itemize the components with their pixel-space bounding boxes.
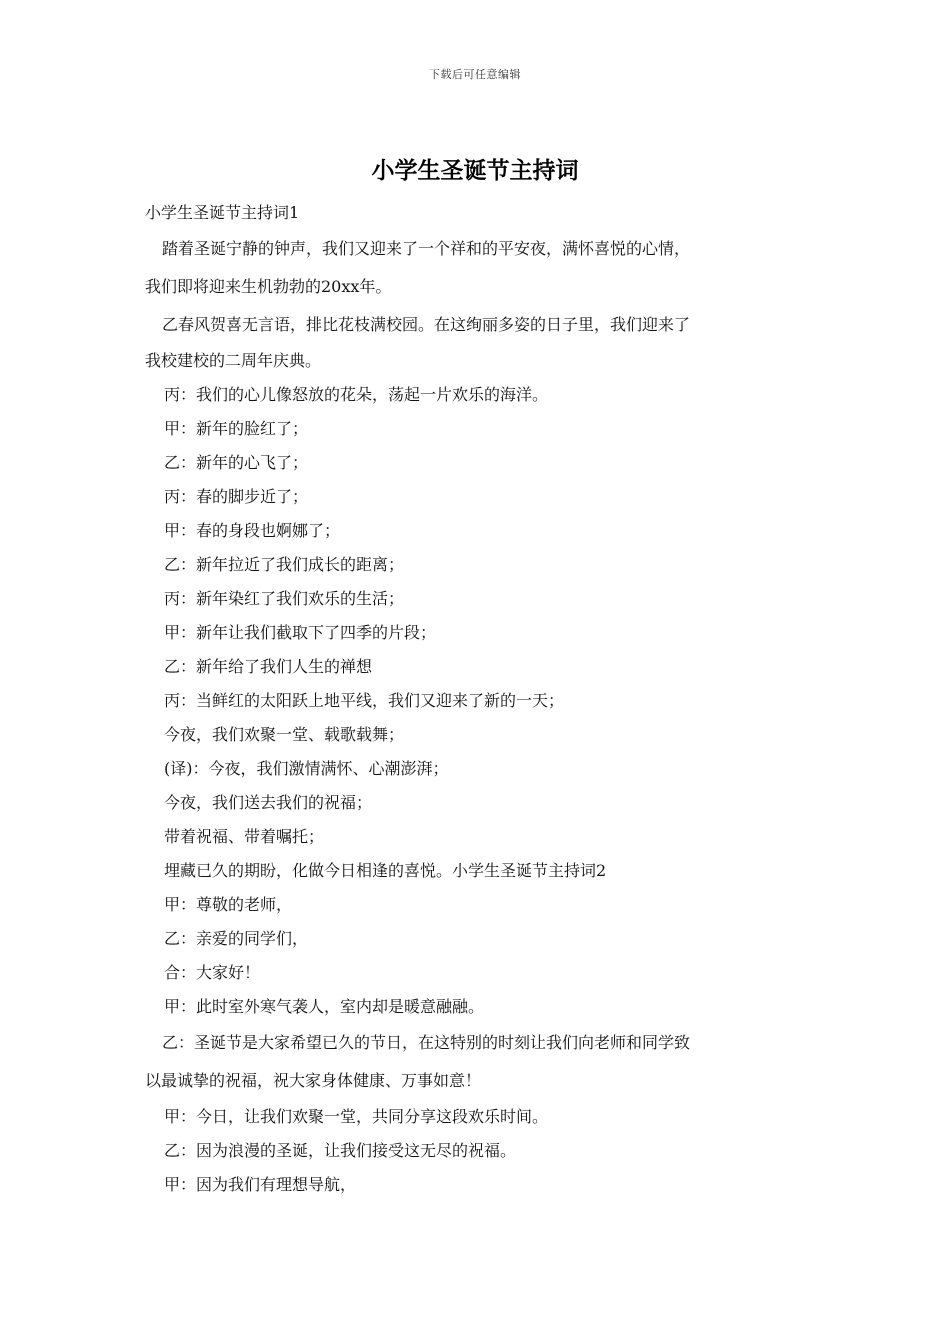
body-line: 丙：春的脚步近了；	[164, 487, 309, 506]
body-line: 带着祝福、带着嘱托；	[164, 827, 325, 846]
body-line: 乙：新年拉近了我们成长的距离；	[164, 555, 405, 574]
body-line: 甲：春的身段也婀娜了；	[164, 521, 341, 540]
body-line: 甲：尊敬的老师，	[164, 895, 293, 914]
body-line: 甲：新年的脸红了；	[164, 419, 309, 438]
body-line: 甲：此时室外寒气袭人，室内却是暖意融融。	[164, 997, 485, 1016]
body-line: 甲：因为我们有理想导航，	[164, 1175, 357, 1194]
body-line: 丙：我们的心儿像怒放的花朵，荡起一片欢乐的海洋。	[164, 385, 549, 404]
body-line: (译)：今夜，我们激情满怀、心潮澎湃；	[164, 759, 449, 778]
body-line: 小学生圣诞节主持词1	[145, 203, 300, 222]
body-line: 甲：今日，让我们欢聚一堂，共同分享这段欢乐时间。	[164, 1107, 549, 1126]
body-line: 合：大家好！	[164, 963, 261, 982]
document-title: 小学生圣诞节主持词	[371, 157, 579, 184]
body-line: 埋藏已久的期盼，化做今日相逢的喜悦。小学生圣诞节主持词2	[164, 861, 607, 880]
body-line: 丙：新年染红了我们欢乐的生活；	[164, 589, 405, 608]
body-line: 我校建校的二周年庆典。	[145, 351, 322, 370]
body-line: 乙春风贺喜无言语，排比花枝满校园。在这绚丽多姿的日子里，我们迎来了	[162, 315, 691, 334]
body-line: 乙：亲爱的同学们，	[164, 929, 309, 948]
body-line: 我们即将迎来生机勃勃的20xx年。	[145, 277, 392, 296]
body-line: 甲：新年让我们截取下了四季的片段；	[164, 623, 437, 642]
body-line: 踏着圣诞宁静的钟声，我们又迎来了一个祥和的平安夜，满怀喜悦的心情，	[162, 239, 691, 258]
body-line: 乙：新年给了我们人生的禅想	[164, 657, 373, 676]
body-line: 今夜，我们欢聚一堂、载歌载舞；	[164, 725, 405, 744]
body-line: 乙：因为浪漫的圣诞，让我们接受这无尽的祝福。	[164, 1141, 517, 1160]
document-body	[145, 196, 810, 1202]
header-note: 下载后可任意编辑	[429, 68, 521, 81]
body-line: 丙：当鲜红的太阳跃上地平线，我们又迎来了新的一天；	[164, 691, 565, 710]
body-line: 今夜，我们送去我们的祝福；	[164, 793, 373, 812]
body-line: 以最诚挚的祝福，祝大家身体健康、万事如意！	[145, 1071, 482, 1090]
body-line: 乙：圣诞节是大家希望已久的节日，在这特别的时刻让我们向老师和同学致	[162, 1033, 691, 1052]
body-line: 乙：新年的心飞了；	[164, 453, 309, 472]
